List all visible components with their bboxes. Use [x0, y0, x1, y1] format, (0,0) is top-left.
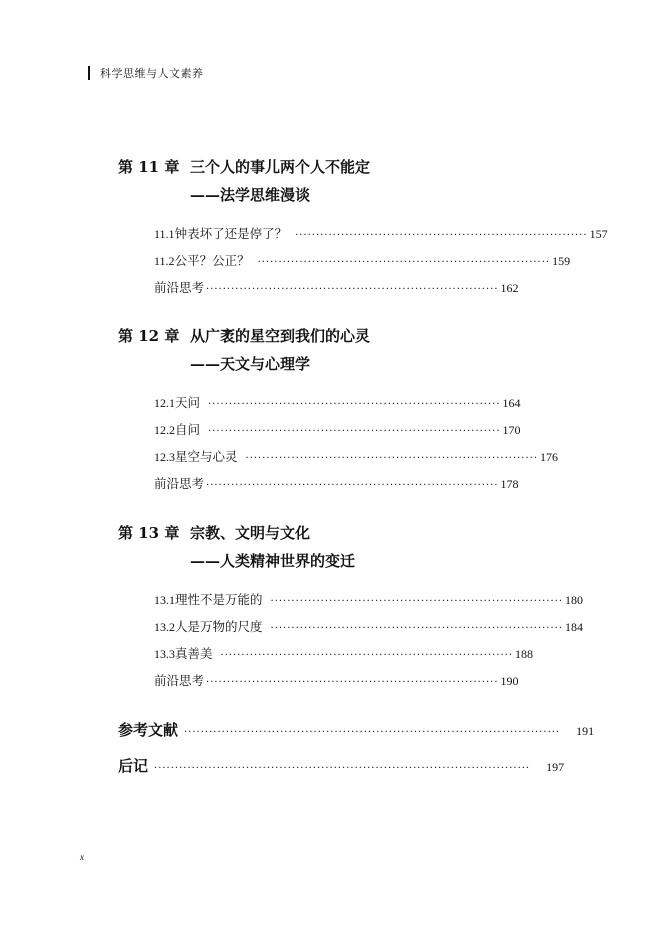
page-number: 178 — [500, 477, 519, 491]
section-title: 理性不是万能的 — [175, 592, 263, 607]
afterword-title: 后记 — [118, 757, 149, 775]
toc-entry-references[interactable] — [118, 712, 595, 748]
chapter-title: 宗教、文明与文化 — [190, 524, 311, 542]
section-number: 12.3 — [154, 450, 175, 464]
dot-leader: ······································································ — [220, 650, 514, 661]
section-title: 前沿思考 — [154, 280, 205, 295]
section-title: 前沿思考 — [154, 673, 205, 688]
toc-entry[interactable] — [154, 613, 584, 640]
chapter-heading — [118, 522, 488, 544]
toc-entry[interactable] — [154, 247, 571, 274]
header-rule — [88, 66, 90, 80]
page-number: 170 — [502, 423, 521, 437]
book-title: 科学思维与人文素养 — [100, 67, 204, 80]
page-number: 159 — [552, 254, 571, 268]
page-number: 188 — [515, 647, 534, 661]
section-number: 12.2 — [154, 423, 175, 437]
chapter-subtitle: ——天文与心理学 — [190, 355, 311, 373]
page-number: 164 — [502, 396, 521, 410]
section-number: 13.2 — [154, 620, 175, 634]
page-number: 191 — [576, 724, 595, 738]
section-title: 钟表坏了还是停了？ — [174, 226, 288, 241]
section-title: 公平？公正？ — [174, 253, 250, 268]
toc-entry[interactable] — [154, 443, 559, 470]
chapter-title: 从广袤的星空到我们的心灵 — [190, 327, 371, 345]
chapter-subtitle: ——法学思维漫谈 — [190, 186, 311, 204]
toc-entry-afterword[interactable] — [118, 748, 565, 784]
dot-leader: ······································································ — [206, 480, 499, 491]
section-title: 前沿思考 — [154, 476, 205, 491]
toc-entry[interactable] — [154, 416, 521, 443]
dot-leader: ······································································ — [206, 677, 499, 688]
section-title: 自问 — [175, 422, 201, 437]
section-number: 11.1 — [154, 227, 175, 241]
toc-entry[interactable] — [154, 667, 519, 694]
section-title: 人是万物的尺度 — [175, 619, 263, 634]
dot-leader: ······································································ — [270, 623, 564, 634]
dot-leader: ·························································································· — [154, 763, 531, 774]
chapter-number: 第 13 章 — [118, 524, 180, 542]
section-title: 天问 — [175, 395, 201, 410]
page-number: 157 — [589, 227, 608, 241]
section-number: 11.2 — [154, 254, 175, 268]
section-title: 星空与心灵 — [175, 449, 238, 464]
page-number: 184 — [565, 620, 584, 634]
dot-leader: ······································································ — [208, 399, 501, 410]
toc-entries — [154, 586, 584, 694]
page-number: 162 — [500, 281, 519, 295]
toc-entry[interactable] — [154, 470, 519, 497]
section-title: 真善美 — [175, 646, 213, 661]
toc-entry[interactable] — [154, 586, 584, 613]
chapter-13 — [118, 522, 584, 694]
chapter-heading — [118, 325, 488, 347]
chapter-11 — [118, 156, 608, 301]
dot-leader: ······································································ — [270, 596, 564, 607]
section-number: 13.3 — [154, 647, 175, 661]
chapter-number: 第 12 章 — [118, 327, 180, 345]
dot-leader: ······································································ — [245, 453, 539, 464]
dot-leader: ······································································ — [257, 257, 551, 268]
chapter-number: 第 11 章 — [118, 158, 180, 176]
page-number: 180 — [565, 593, 584, 607]
section-number: 12.1 — [154, 396, 175, 410]
chapter-heading — [118, 156, 488, 178]
dot-leader: ······································································ — [208, 426, 501, 437]
running-header — [88, 64, 204, 82]
folio-mark: x — [80, 852, 84, 862]
page-number: 197 — [546, 760, 565, 774]
toc-entry[interactable] — [154, 389, 521, 416]
references-title: 参考文献 — [118, 721, 179, 739]
toc-entry[interactable] — [154, 220, 608, 247]
chapter-title: 三个人的事儿两个人不能定 — [190, 158, 371, 176]
dot-leader: ······································································ — [206, 284, 499, 295]
dot-leader: ······································································ — [295, 230, 588, 241]
toc-entries — [154, 389, 559, 497]
dot-leader: ·························································································· — [184, 727, 561, 738]
section-number: 13.1 — [154, 593, 175, 607]
page-number: 176 — [540, 450, 559, 464]
chapter-12 — [118, 325, 559, 497]
toc-entry[interactable] — [154, 274, 519, 301]
toc-entries — [154, 220, 608, 301]
back-matter — [118, 712, 595, 784]
toc-entry[interactable] — [154, 640, 534, 667]
chapter-subtitle: ——人类精神世界的变迁 — [190, 552, 356, 570]
page-number: 190 — [500, 674, 519, 688]
